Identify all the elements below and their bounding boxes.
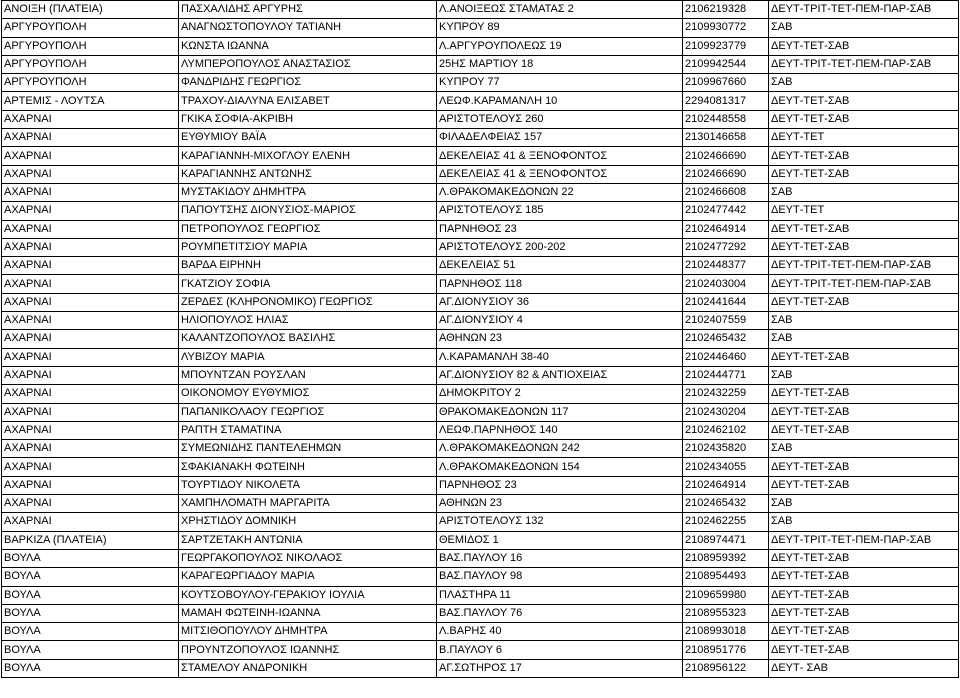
phone-cell: 2102465432 [683, 495, 769, 513]
area-cell: ΑΧΑΡΝΑΙ [2, 330, 179, 348]
phone-cell: 2102407559 [683, 312, 769, 330]
area-cell: ΑΧΑΡΝΑΙ [2, 129, 179, 147]
days-cell: ΔΕΥΤ-ΤΕΤ-ΣΑΒ [769, 458, 959, 476]
address-cell: ΛΕΩΦ.ΚΑΡΑΜΑΝΛΗ 10 [437, 92, 683, 110]
days-cell: ΔΕΥΤ-ΤΕΤ-ΣΑΒ [769, 604, 959, 622]
days-cell: ΔΕΥΤ-ΤΕΤ-ΣΑΒ [769, 385, 959, 403]
pharmacist-name-cell: ΣΑΡΤΖΕΤΑΚΗ ΑΝΤΩΝΙΑ [179, 531, 437, 549]
phone-cell: 2108993018 [683, 623, 769, 641]
phone-cell: 2102430204 [683, 403, 769, 421]
address-cell: ΑΓ.ΔΙΟΝΥΣΙΟΥ 82 & ΑΝΤΙΟΧΕΙΑΣ [437, 366, 683, 384]
days-cell: ΣΑΒ [769, 513, 959, 531]
phone-cell: 2102444771 [683, 366, 769, 384]
days-cell: ΣΑΒ [769, 495, 959, 513]
phone-cell: 2102477442 [683, 202, 769, 220]
address-cell: ΑΓ.ΔΙΟΝΥΣΙΟΥ 36 [437, 293, 683, 311]
address-cell: ΒΑΣ.ΠΑΥΛΟΥ 98 [437, 568, 683, 586]
table-row [2, 366, 959, 384]
pharmacist-name-cell: ΜΠΟΥΝΤΖΑΝ ΡΟΥΣΛΑΝ [179, 366, 437, 384]
days-cell: ΣΑΒ [769, 440, 959, 458]
area-cell: ΑΧΑΡΝΑΙ [2, 110, 179, 128]
days-cell: ΔΕΥΤ-ΤΕΤ-ΣΑΒ [769, 641, 959, 659]
area-cell: ΑΧΑΡΝΑΙ [2, 165, 179, 183]
days-cell: ΔΕΥΤ-ΤΕΤ-ΣΑΒ [769, 568, 959, 586]
pharmacist-name-cell: ΜΙΤΣΙΘΟΠΟΥΛΟΥ ΔΗΜΗΤΡΑ [179, 623, 437, 641]
pharmacist-name-cell: ΤΟΥΡΤΙΔΟΥ ΝΙΚΟΛΕΤΑ [179, 476, 437, 494]
area-cell: ΑΧΑΡΝΑΙ [2, 513, 179, 531]
days-cell: ΔΕΥΤ-ΤΕΤ [769, 129, 959, 147]
area-cell: ΑΧΑΡΝΑΙ [2, 257, 179, 275]
pharmacist-name-cell: ΛΥΜΠΕΡΟΠΟΥΛΟΣ ΑΝΑΣΤΑΣΙΟΣ [179, 55, 437, 73]
table-row [2, 147, 959, 165]
address-cell: ΦΙΛΑΔΕΛΦΕΙΑΣ 157 [437, 129, 683, 147]
days-cell: ΔΕΥΤ-ΤΕΤ-ΣΑΒ [769, 238, 959, 256]
pharmacist-name-cell: ΓΚΙΚΑ ΣΟΦΙΑ-ΑΚΡΙΒΗ [179, 110, 437, 128]
address-cell: ΑΡΙΣΤΟΤΕΛΟΥΣ 260 [437, 110, 683, 128]
days-cell: ΔΕΥΤ-ΤΕΤ-ΣΑΒ [769, 110, 959, 128]
table-row [2, 348, 959, 366]
days-cell: ΣΑΒ [769, 366, 959, 384]
pharmacist-name-cell: ΡΟΥΜΠΕΤΙΤΣΙΟΥ ΜΑΡΙΑ [179, 238, 437, 256]
pharmacist-name-cell: ΧΡΗΣΤΙΔΟΥ ΔΟΜΝΙΚΗ [179, 513, 437, 531]
pharmacist-name-cell: ΚΑΡΑΓΙΑΝΝΗΣ ΑΝΤΩΝΗΣ [179, 165, 437, 183]
address-cell: Λ.ΘΡΑΚΟΜΑΚΕΔΟΝΩΝ 242 [437, 440, 683, 458]
pharmacist-name-cell: ΟΙΚΟΝΟΜΟΥ ΕΥΘΥΜΙΟΣ [179, 385, 437, 403]
table-row [2, 74, 959, 92]
table-row [2, 312, 959, 330]
phone-cell: 2102462255 [683, 513, 769, 531]
pharmacist-name-cell: ΣΦΑΚΙΑΝΑΚΗ ΦΩΤΕΙΝΗ [179, 458, 437, 476]
area-cell: ΑΧΑΡΝΑΙ [2, 147, 179, 165]
phone-cell: 2108974471 [683, 531, 769, 549]
pharmacist-name-cell: ΚΑΛΑΝΤΖΟΠΟΥΛΟΣ ΒΑΣΙΛΗΣ [179, 330, 437, 348]
pharmacist-name-cell: ΧΑΜΠΗΛΟΜΑΤΗ ΜΑΡΓΑΡΙΤΑ [179, 495, 437, 513]
pharmacist-name-cell: ΓΕΩΡΓΑΚΟΠΟΥΛΟΣ ΝΙΚΟΛΑΟΣ [179, 549, 437, 567]
table-row [2, 586, 959, 604]
area-cell: ΑΧΑΡΝΑΙ [2, 495, 179, 513]
pharmacist-name-cell: ΓΚΑΤΖΙΟΥ ΣΟΦΙΑ [179, 275, 437, 293]
days-cell: ΔΕΥΤ-ΤΕΤ-ΣΑΒ [769, 348, 959, 366]
address-cell: Λ.ΘΡΑΚΟΜΑΚΕΔΟΝΩΝ 22 [437, 183, 683, 201]
pharmacist-name-cell: ΑΝΑΓΝΩΣΤΟΠΟΥΛΟΥ ΤΑΤΙΑΝΗ [179, 19, 437, 37]
phone-cell: 2109659980 [683, 586, 769, 604]
days-cell: ΔΕΥΤ-ΤΕΤ-ΣΑΒ [769, 220, 959, 238]
address-cell: ΠΑΡΝΗΘΟΣ 118 [437, 275, 683, 293]
address-cell: ΑΡΙΣΤΟΤΕΛΟΥΣ 185 [437, 202, 683, 220]
phone-cell: 2102434055 [683, 458, 769, 476]
area-cell: ΑΧΑΡΝΑΙ [2, 293, 179, 311]
address-cell: ΔΕΚΕΛΕΙΑΣ 41 & ΞΕΝΟΦΟΝΤΟΣ [437, 165, 683, 183]
area-cell: ΑΧΑΡΝΑΙ [2, 220, 179, 238]
pharmacist-name-cell: ΕΥΘΥΜΙΟΥ ΒΑΪΑ [179, 129, 437, 147]
address-cell: ΠΑΡΝΗΘΟΣ 23 [437, 220, 683, 238]
table-row [2, 220, 959, 238]
area-cell: ΑΧΑΡΝΑΙ [2, 476, 179, 494]
days-cell: ΔΕΥΤ-ΤΡΙΤ-ΤΕΤ-ΠΕΜ-ΠΑΡ-ΣΑΒ [769, 531, 959, 549]
phone-cell: 2102465432 [683, 330, 769, 348]
table-row [2, 330, 959, 348]
phone-cell: 2102448558 [683, 110, 769, 128]
phone-cell: 2102441644 [683, 293, 769, 311]
days-cell: ΔΕΥΤ-ΤΕΤ-ΣΑΒ [769, 421, 959, 439]
address-cell: ΠΑΡΝΗΘΟΣ 23 [437, 476, 683, 494]
phone-cell: 2108959392 [683, 549, 769, 567]
table-row [2, 1, 959, 19]
phone-cell: 2102464914 [683, 476, 769, 494]
pharmacist-name-cell: ΠΑΠΑΝΙΚΟΛΑΟΥ ΓΕΩΡΓΙΟΣ [179, 403, 437, 421]
phone-cell: 2130146658 [683, 129, 769, 147]
pharmacist-name-cell: ΚΑΡΑΓΕΩΡΓΙΑΔΟΥ ΜΑΡΙΑ [179, 568, 437, 586]
table-row [2, 37, 959, 55]
table-row [2, 513, 959, 531]
area-cell: ΑΧΑΡΝΑΙ [2, 275, 179, 293]
table-row [2, 257, 959, 275]
address-cell: Λ.ΘΡΑΚΟΜΑΚΕΔΟΝΩΝ 154 [437, 458, 683, 476]
area-cell: ΒΟΥΛΑ [2, 623, 179, 641]
address-cell: ΑΘΗΝΩΝ 23 [437, 495, 683, 513]
area-cell: ΒΟΥΛΑ [2, 641, 179, 659]
phone-cell: 2106219328 [683, 1, 769, 19]
address-cell: ΑΓ.ΣΩΤΗΡΟΣ 17 [437, 659, 683, 677]
pharmacist-name-cell: ΡΑΠΤΗ ΣΤΑΜΑΤΙΝΑ [179, 421, 437, 439]
days-cell: ΣΑΒ [769, 312, 959, 330]
table-row [2, 92, 959, 110]
table-row [2, 604, 959, 622]
table-row [2, 549, 959, 567]
area-cell: ΑΡΓΥΡΟΥΠΟΛΗ [2, 37, 179, 55]
pharmacist-name-cell: ΦΑΝΔΡΙΔΗΣ ΓΕΩΡΓΙΟΣ [179, 74, 437, 92]
table-row [2, 458, 959, 476]
pharmacist-name-cell: ΠΑΠΟΥΤΣΗΣ ΔΙΟΝΥΣΙΟΣ-ΜΑΡΙΟΣ [179, 202, 437, 220]
table-row [2, 568, 959, 586]
table-row [2, 55, 959, 73]
table-row [2, 495, 959, 513]
address-cell: Λ.ΒΑΡΗΣ 40 [437, 623, 683, 641]
phone-cell: 2102462102 [683, 421, 769, 439]
days-cell: ΔΕΥΤ-ΤΕΤ-ΣΑΒ [769, 586, 959, 604]
table-row [2, 623, 959, 641]
area-cell: ΑΧΑΡΝΑΙ [2, 202, 179, 220]
table-row [2, 110, 959, 128]
area-cell: ΑΧΑΡΝΑΙ [2, 458, 179, 476]
phone-cell: 2102466690 [683, 147, 769, 165]
table-row [2, 385, 959, 403]
days-cell: ΔΕΥΤ-ΤΕΤ-ΣΑΒ [769, 37, 959, 55]
table-row [2, 238, 959, 256]
table-row [2, 129, 959, 147]
area-cell: ΑΧΑΡΝΑΙ [2, 348, 179, 366]
area-cell: ΑΧΑΡΝΑΙ [2, 238, 179, 256]
phone-cell: 2109930772 [683, 19, 769, 37]
area-cell: ΑΧΑΡΝΑΙ [2, 403, 179, 421]
area-cell: ΑΡΓΥΡΟΥΠΟΛΗ [2, 55, 179, 73]
address-cell: ΛΕΩΦ.ΠΑΡΝΗΘΟΣ 140 [437, 421, 683, 439]
days-cell: ΣΑΒ [769, 74, 959, 92]
phone-cell: 2102466690 [683, 165, 769, 183]
pharmacist-name-cell: ΚΩΝΣΤΑ ΙΩΑΝΝΑ [179, 37, 437, 55]
address-cell: ΠΛΑΣΤΗΡΑ 11 [437, 586, 683, 604]
phone-cell: 2102464914 [683, 220, 769, 238]
address-cell: Λ.ΑΡΓΥΡΟΥΠΟΛΕΩΣ 19 [437, 37, 683, 55]
days-cell: ΔΕΥΤ-ΤΕΤ-ΣΑΒ [769, 476, 959, 494]
address-cell: ΒΑΣ.ΠΑΥΛΟΥ 76 [437, 604, 683, 622]
pharmacist-name-cell: ΖΕΡΔΕΣ (ΚΛΗΡΟΝΟΜΙΚΟ) ΓΕΩΡΓΙΟΣ [179, 293, 437, 311]
days-cell: ΔΕΥΤ-ΤΕΤ-ΣΑΒ [769, 293, 959, 311]
area-cell: ΑΡΓΥΡΟΥΠΟΛΗ [2, 74, 179, 92]
days-cell: ΔΕΥΤ-ΤΕΤ-ΣΑΒ [769, 549, 959, 567]
phone-cell: 2102432259 [683, 385, 769, 403]
days-cell: ΔΕΥΤ-ΤΕΤ-ΣΑΒ [769, 147, 959, 165]
phone-cell: 2102403004 [683, 275, 769, 293]
table-row [2, 19, 959, 37]
area-cell: ΑΧΑΡΝΑΙ [2, 366, 179, 384]
phone-cell: 2294081317 [683, 92, 769, 110]
area-cell: ΒΟΥΛΑ [2, 568, 179, 586]
days-cell: ΔΕΥΤ-ΤΕΤ [769, 202, 959, 220]
pharmacist-name-cell: ΚΟΥΤΣΟΒΟΥΛΟΥ-ΓΕΡΑΚΙΟΥ ΙΟΥΛΙΑ [179, 586, 437, 604]
days-cell: ΔΕΥΤ-ΤΕΤ-ΣΑΒ [769, 623, 959, 641]
pharmacist-name-cell: ΜΑΜΑΗ ΦΩΤΕΙΝΗ-ΙΩΑΝΝΑ [179, 604, 437, 622]
pharmacist-name-cell: ΜΥΣΤΑΚΙΔΟΥ ΔΗΜΗΤΡΑ [179, 183, 437, 201]
pharmacist-name-cell: ΤΡΑΧΟΥ-ΔΙΑΛΥΝΑ ΕΛΙΣΑΒΕΤ [179, 92, 437, 110]
table-row [2, 403, 959, 421]
table-row [2, 293, 959, 311]
phone-cell: 2102446460 [683, 348, 769, 366]
area-cell: ΒΑΡΚΙΖΑ (ΠΛΑΤΕΙΑ) [2, 531, 179, 549]
area-cell: ΑΧΑΡΝΑΙ [2, 385, 179, 403]
table-row [2, 531, 959, 549]
phone-cell: 2108955323 [683, 604, 769, 622]
pharmacy-table [1, 0, 959, 678]
days-cell: ΔΕΥΤ-ΤΡΙΤ-ΤΕΤ-ΠΕΜ-ΠΑΡ-ΣΑΒ [769, 1, 959, 19]
days-cell: ΣΑΒ [769, 19, 959, 37]
address-cell: ΚΥΠΡΟΥ 89 [437, 19, 683, 37]
phone-cell: 2102466608 [683, 183, 769, 201]
pharmacist-name-cell: ΣΥΜΕΩΝΙΔΗΣ ΠΑΝΤΕΛΕΗΜΩΝ [179, 440, 437, 458]
days-cell: ΔΕΥΤ-ΤΡΙΤ-ΤΕΤ-ΠΕΜ-ΠΑΡ-ΣΑΒ [769, 275, 959, 293]
days-cell: ΣΑΒ [769, 183, 959, 201]
days-cell: ΔΕΥΤ-ΤΕΤ-ΣΑΒ [769, 403, 959, 421]
table-row [2, 476, 959, 494]
address-cell: ΑΘΗΝΩΝ 23 [437, 330, 683, 348]
address-cell: Λ.ΚΑΡΑΜΑΝΛΗ 38-40 [437, 348, 683, 366]
address-cell: Λ.ΑΝΟΙΞΕΩΣ ΣΤΑΜΑΤΑΣ 2 [437, 1, 683, 19]
address-cell: ΑΡΙΣΤΟΤΕΛΟΥΣ 132 [437, 513, 683, 531]
area-cell: ΒΟΥΛΑ [2, 549, 179, 567]
area-cell: ΑΧΑΡΝΑΙ [2, 183, 179, 201]
area-cell: ΑΧΑΡΝΑΙ [2, 421, 179, 439]
address-cell: ΑΓ.ΔΙΟΝΥΣΙΟΥ 4 [437, 312, 683, 330]
address-cell: ΒΑΣ.ΠΑΥΛΟΥ 16 [437, 549, 683, 567]
address-cell: ΘΕΜΙΔΟΣ 1 [437, 531, 683, 549]
days-cell: ΔΕΥΤ-ΤΕΤ-ΣΑΒ [769, 92, 959, 110]
days-cell: ΣΑΒ [769, 330, 959, 348]
pharmacist-name-cell: ΒΑΡΔΑ ΕΙΡΗΝΗ [179, 257, 437, 275]
area-cell: ΒΟΥΛΑ [2, 604, 179, 622]
area-cell: ΑΡΓΥΡΟΥΠΟΛΗ [2, 19, 179, 37]
pharmacist-name-cell: ΠΑΣΧΑΛΙΔΗΣ ΑΡΓΥΡΗΣ [179, 1, 437, 19]
phone-cell: 2108954493 [683, 568, 769, 586]
pharmacist-name-cell: ΗΛΙΟΠΟΥΛΟΣ ΗΛΙΑΣ [179, 312, 437, 330]
area-cell: ΑΧΑΡΝΑΙ [2, 312, 179, 330]
phone-cell: 2109967660 [683, 74, 769, 92]
address-cell: ΑΡΙΣΤΟΤΕΛΟΥΣ 200-202 [437, 238, 683, 256]
area-cell: ΑΡΤΕΜΙΣ - ΛΟΥΤΣΑ [2, 92, 179, 110]
table-row [2, 183, 959, 201]
area-cell: ΒΟΥΛΑ [2, 586, 179, 604]
phone-cell: 2108956122 [683, 659, 769, 677]
pharmacist-name-cell: ΚΑΡΑΓΙΑΝΝΗ-ΜΙΧΟΓΛΟΥ ΕΛΕΝΗ [179, 147, 437, 165]
address-cell: ΔΕΚΕΛΕΙΑΣ 51 [437, 257, 683, 275]
table-row [2, 275, 959, 293]
address-cell: ΔΗΜΟΚΡΙΤΟΥ 2 [437, 385, 683, 403]
pharmacist-name-cell: ΠΕΤΡΟΠΟΥΛΟΣ ΓΕΩΡΓΙΟΣ [179, 220, 437, 238]
phone-cell: 2108951776 [683, 641, 769, 659]
area-cell: ΑΝΟΙΞΗ (ΠΛΑΤΕΙΑ) [2, 1, 179, 19]
address-cell: ΘΡΑΚΟΜΑΚΕΔΟΝΩΝ 117 [437, 403, 683, 421]
phone-cell: 2109923779 [683, 37, 769, 55]
address-cell: Β.ΠΑΥΛΟΥ 6 [437, 641, 683, 659]
phone-cell: 2102448377 [683, 257, 769, 275]
days-cell: ΔΕΥΤ-ΤΕΤ-ΣΑΒ [769, 165, 959, 183]
table-row [2, 421, 959, 439]
days-cell: ΔΕΥΤ- ΣΑΒ [769, 659, 959, 677]
area-cell: ΑΧΑΡΝΑΙ [2, 440, 179, 458]
address-cell: ΚΥΠΡΟΥ 77 [437, 74, 683, 92]
phone-cell: 2109942544 [683, 55, 769, 73]
table-row [2, 641, 959, 659]
pharmacy-table-body [2, 1, 959, 678]
pharmacist-name-cell: ΠΡΟΥΝΤΖΟΠΟΥΛΟΣ ΙΩΑΝΝΗΣ [179, 641, 437, 659]
table-row [2, 440, 959, 458]
table-row [2, 659, 959, 677]
phone-cell: 2102435820 [683, 440, 769, 458]
address-cell: 25ΗΣ ΜΑΡΤΙΟΥ 18 [437, 55, 683, 73]
phone-cell: 2102477292 [683, 238, 769, 256]
pharmacist-name-cell: ΣΤΑΜΕΛΟΥ ΑΝΔΡΟΝΙΚΗ [179, 659, 437, 677]
days-cell: ΔΕΥΤ-ΤΡΙΤ-ΤΕΤ-ΠΕΜ-ΠΑΡ-ΣΑΒ [769, 55, 959, 73]
days-cell: ΔΕΥΤ-ΤΡΙΤ-ΤΕΤ-ΠΕΜ-ΠΑΡ-ΣΑΒ [769, 257, 959, 275]
table-row [2, 165, 959, 183]
address-cell: ΔΕΚΕΛΕΙΑΣ 41 & ΞΕΝΟΦΟΝΤΟΣ [437, 147, 683, 165]
pharmacist-name-cell: ΛΥΒΙΖΟΥ ΜΑΡΙΑ [179, 348, 437, 366]
area-cell: ΒΟΥΛΑ [2, 659, 179, 677]
table-row [2, 202, 959, 220]
